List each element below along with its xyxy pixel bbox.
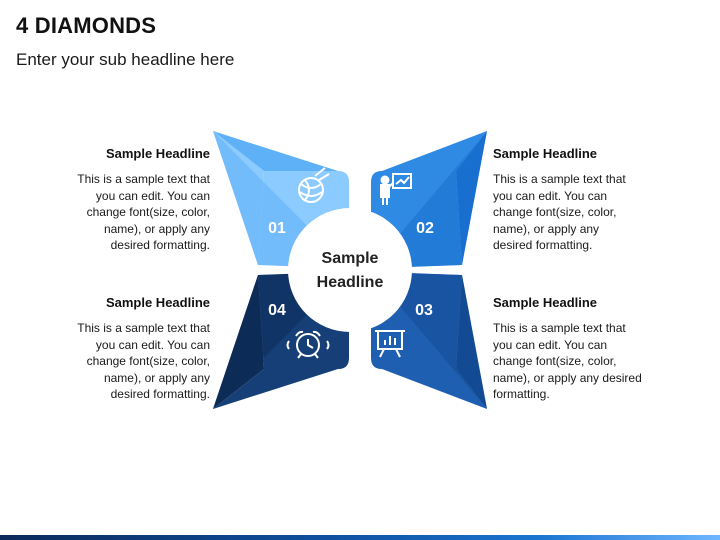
- body-line: name), or apply any: [103, 370, 210, 385]
- block-headline: Sample Headline: [105, 146, 210, 161]
- body-line: This is a sample text that: [493, 321, 626, 335]
- diamond-number-02: 02: [416, 220, 434, 237]
- bottom-accent-bar: [0, 535, 720, 540]
- text-block-02: [493, 146, 643, 254]
- block-headline: Sample Headline: [493, 295, 598, 310]
- body-line: change font(size, color,: [493, 354, 617, 368]
- body-line: formatting.: [493, 387, 550, 401]
- body-line: you can edit. You can: [95, 188, 210, 203]
- body-line: you can edit. You can: [493, 337, 608, 352]
- body-line: This is a sample text that: [77, 321, 210, 335]
- body-line: desired formatting.: [493, 238, 593, 252]
- body-line: desired formatting.: [110, 387, 210, 401]
- diamond-number-03: 03: [415, 302, 433, 319]
- body-line: change font(size, color,: [86, 205, 210, 219]
- center-circle: [288, 208, 412, 332]
- body-line: name), or apply any: [103, 221, 210, 236]
- body-line: This is a sample text that: [77, 172, 210, 186]
- page-subtitle: Enter your sub headline here: [16, 50, 235, 69]
- block-body: [60, 171, 210, 254]
- body-line: name), or apply any: [493, 221, 600, 236]
- diamond-number-01: 01: [268, 220, 286, 237]
- body-line: name), or apply any desired: [493, 370, 642, 385]
- body-line: desired formatting.: [110, 238, 210, 252]
- body-line: This is a sample text that: [493, 172, 626, 186]
- body-line: change font(size, color,: [86, 354, 210, 368]
- block-body: [493, 320, 658, 403]
- block-headline: Sample Headline: [493, 146, 598, 161]
- text-block-03: [493, 295, 658, 403]
- center-headline-line1: Sample: [321, 250, 379, 267]
- body-line: you can edit. You can: [493, 188, 608, 203]
- page-title: 4 DIAMONDS: [16, 13, 157, 38]
- diamond-number-04: 04: [268, 302, 286, 319]
- body-line: you can edit. You can: [95, 337, 210, 352]
- center-headline-line2: Headline: [316, 274, 384, 291]
- body-line: change font(size, color,: [493, 205, 617, 219]
- block-body: [60, 320, 210, 403]
- block-body: [493, 171, 643, 254]
- text-block-01: [60, 146, 210, 254]
- text-block-04: [60, 295, 210, 403]
- block-headline: Sample Headline: [105, 295, 210, 310]
